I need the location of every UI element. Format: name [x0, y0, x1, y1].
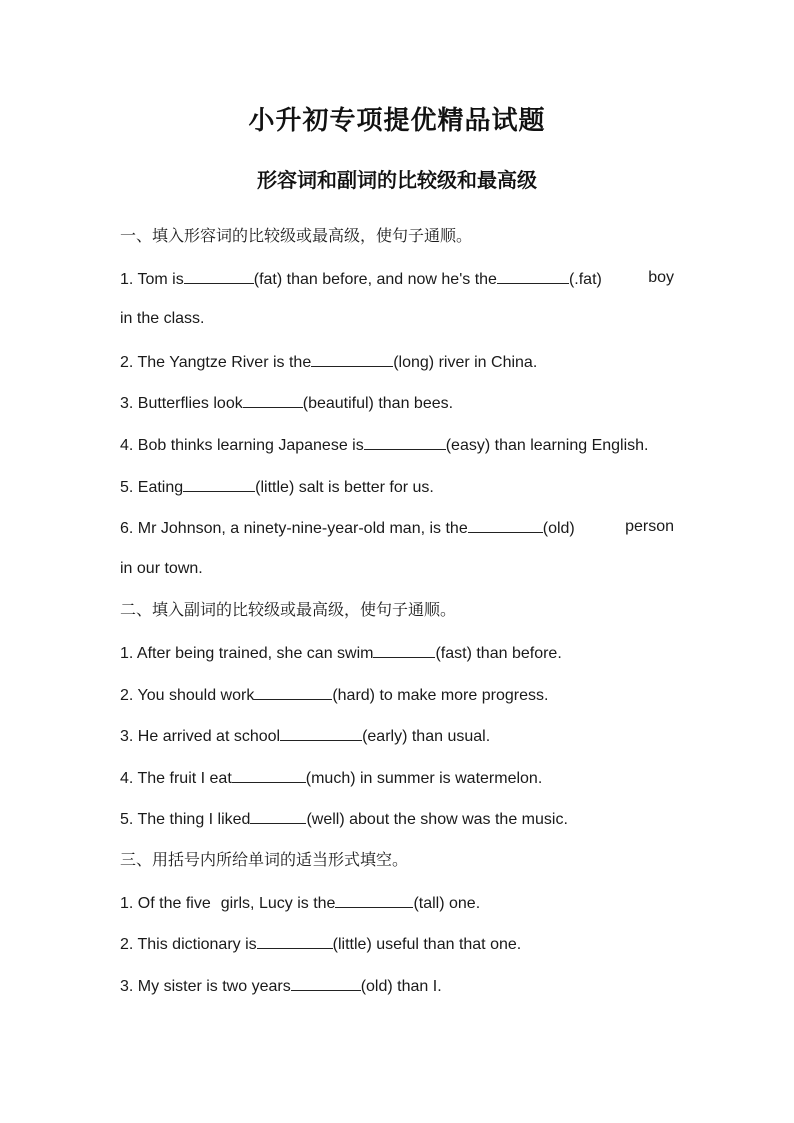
answer-blank[interactable] [468, 517, 543, 533]
section1-question-6-continued: in our town. [120, 560, 203, 577]
document-subtitle: 形容词和副词的比较级和最高级 [257, 170, 537, 192]
answer-blank[interactable] [250, 808, 306, 824]
section1-question-5: 5. Eating (little) salt is better for us. [120, 476, 680, 498]
answer-blank[interactable] [232, 767, 306, 783]
answer-blank[interactable] [335, 892, 413, 908]
question-text-end: boy [648, 269, 674, 286]
section2-question-3: 3. He arrived at school (early) than usual. [120, 725, 680, 747]
section1-question-6 [120, 517, 674, 539]
section2-heading: 二、填入副词的比较级或最高级，使句子通顺。 [120, 600, 457, 619]
section3-question-3: 3. My sister is two years (old) than I. [120, 975, 680, 997]
answer-blank[interactable] [183, 476, 255, 492]
answer-blank[interactable] [311, 351, 393, 367]
answer-blank[interactable] [184, 268, 254, 284]
section3-question-2: 2. This dictionary is (little) useful than that one. [120, 933, 680, 955]
answer-blank[interactable] [497, 268, 569, 284]
section3-question-1: 1. Of the five girls, Lucy is the (tall) one. [120, 892, 680, 914]
section1-question-1 [120, 268, 674, 290]
answer-blank[interactable] [280, 725, 362, 741]
section2-question-2: 2. You should work (hard) to make more progress. [120, 684, 680, 706]
section2-question-1: 1. After being trained, she can swim (fast) than before. [120, 642, 680, 664]
document-title: 小升初专项提优精品试题 [248, 105, 546, 135]
section2-question-5: 5. The thing I liked (well) about the show was the music. [120, 808, 680, 830]
question-text-end: person [625, 518, 674, 535]
section1-question-4: 4. Bob thinks learning Japanese is (easy) than learning English. [120, 434, 680, 456]
answer-blank[interactable] [291, 975, 361, 991]
answer-blank[interactable] [257, 933, 333, 949]
answer-blank[interactable] [243, 392, 303, 408]
section1-question-3: 3. Butterflies look (beautiful) than bees. [120, 392, 680, 414]
answer-blank[interactable] [364, 434, 446, 450]
section3-heading: 三、用括号内所给单词的适当形式填空。 [120, 850, 409, 869]
question-text: 1. Tom is (fat) than before, and now he's the (.fat) [120, 268, 602, 290]
section1-question-1-continued: in the class. [120, 310, 205, 327]
section1-question-2: 2. The Yangtze River is the (long) river in China. [120, 351, 680, 373]
answer-blank[interactable] [254, 684, 332, 700]
question-text: 6. Mr Johnson, a ninety-nine-year-old man, is the (old) [120, 517, 575, 539]
section1-heading: 一、填入形容词的比较级或最高级，使句子通顺。 [120, 226, 473, 245]
section2-question-4: 4. The fruit I eat (much) in summer is watermelon. [120, 767, 680, 789]
answer-blank[interactable] [373, 642, 435, 658]
